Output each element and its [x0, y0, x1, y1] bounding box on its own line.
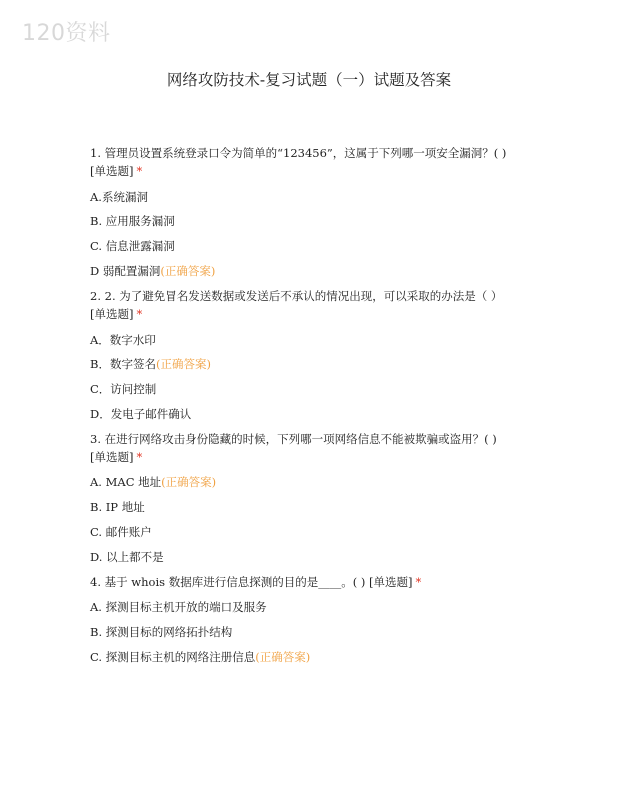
document-title: 网络攻防技术-复习试题（一）试题及答案 [166, 71, 452, 89]
question-stem [90, 288, 530, 324]
option-c: C．访问控制 [90, 382, 157, 397]
question-text: 4. 基于 whois 数据库进行信息探测的目的是____。( ) [90, 574, 369, 589]
question-stem [90, 145, 530, 181]
question-1 [90, 145, 530, 281]
question-stem [90, 431, 530, 467]
question-type: [单选题] [90, 306, 134, 321]
required-mark: * [415, 574, 422, 589]
option-d: D．发电子邮件确认 [90, 406, 192, 421]
required-mark: * [136, 449, 143, 464]
question-type: [单选题] [368, 574, 413, 589]
option-a: A．数字水印 [90, 332, 156, 347]
correct-answer-tag: (正确答案) [160, 264, 216, 279]
question-text: 3. 在进行网络攻击身份隐藏的时候，下列哪一项网络信息不能被欺骗或盗用？( ) [90, 431, 497, 446]
option-b: B. 探测目标的网络拓扑结构 [90, 625, 233, 640]
option-b: B. 应用服务漏洞 [90, 214, 175, 229]
option-a: A. 探测目标主机开放的端口及服务 [90, 600, 267, 615]
correct-answer-tag: (正确答案) [255, 650, 311, 665]
question-text: 2. 2. 为了避免冒名发送数据或发送后不承认的情况出现，可以采取的办法是（ ） [90, 288, 503, 303]
question-type: [单选题] [90, 449, 134, 464]
watermark: 120资料 [22, 21, 111, 46]
option-a: A.系统漏洞 [90, 189, 148, 204]
option-b: B．数字签名(正确答案) [90, 357, 211, 372]
question-4 [90, 574, 530, 667]
option-b: B. IP 地址 [90, 500, 145, 515]
question-list [90, 145, 530, 674]
required-mark: * [136, 306, 143, 321]
option-d: D 弱配置漏洞(正确答案) [90, 264, 216, 279]
option-a: A. MAC 地址(正确答案) [90, 475, 217, 490]
required-mark: * [136, 163, 143, 178]
option-c: C. 信息泄露漏洞 [90, 239, 175, 254]
question-stem [90, 574, 530, 592]
correct-answer-tag: (正确答案) [161, 475, 217, 490]
question-2 [90, 288, 530, 424]
question-type: [单选题] [90, 163, 134, 178]
option-c: C. 探测目标主机的网络注册信息(正确答案) [90, 650, 311, 665]
option-c: C. 邮件账户 [90, 525, 152, 539]
question-text: 1. 管理员设置系统登录口令为简单的“123456”，这属于下列哪一项安全漏洞？( ) [90, 146, 507, 160]
question-3 [90, 431, 530, 567]
option-d: D. 以上都不是 [90, 549, 164, 564]
correct-answer-tag: (正确答案) [155, 357, 211, 372]
